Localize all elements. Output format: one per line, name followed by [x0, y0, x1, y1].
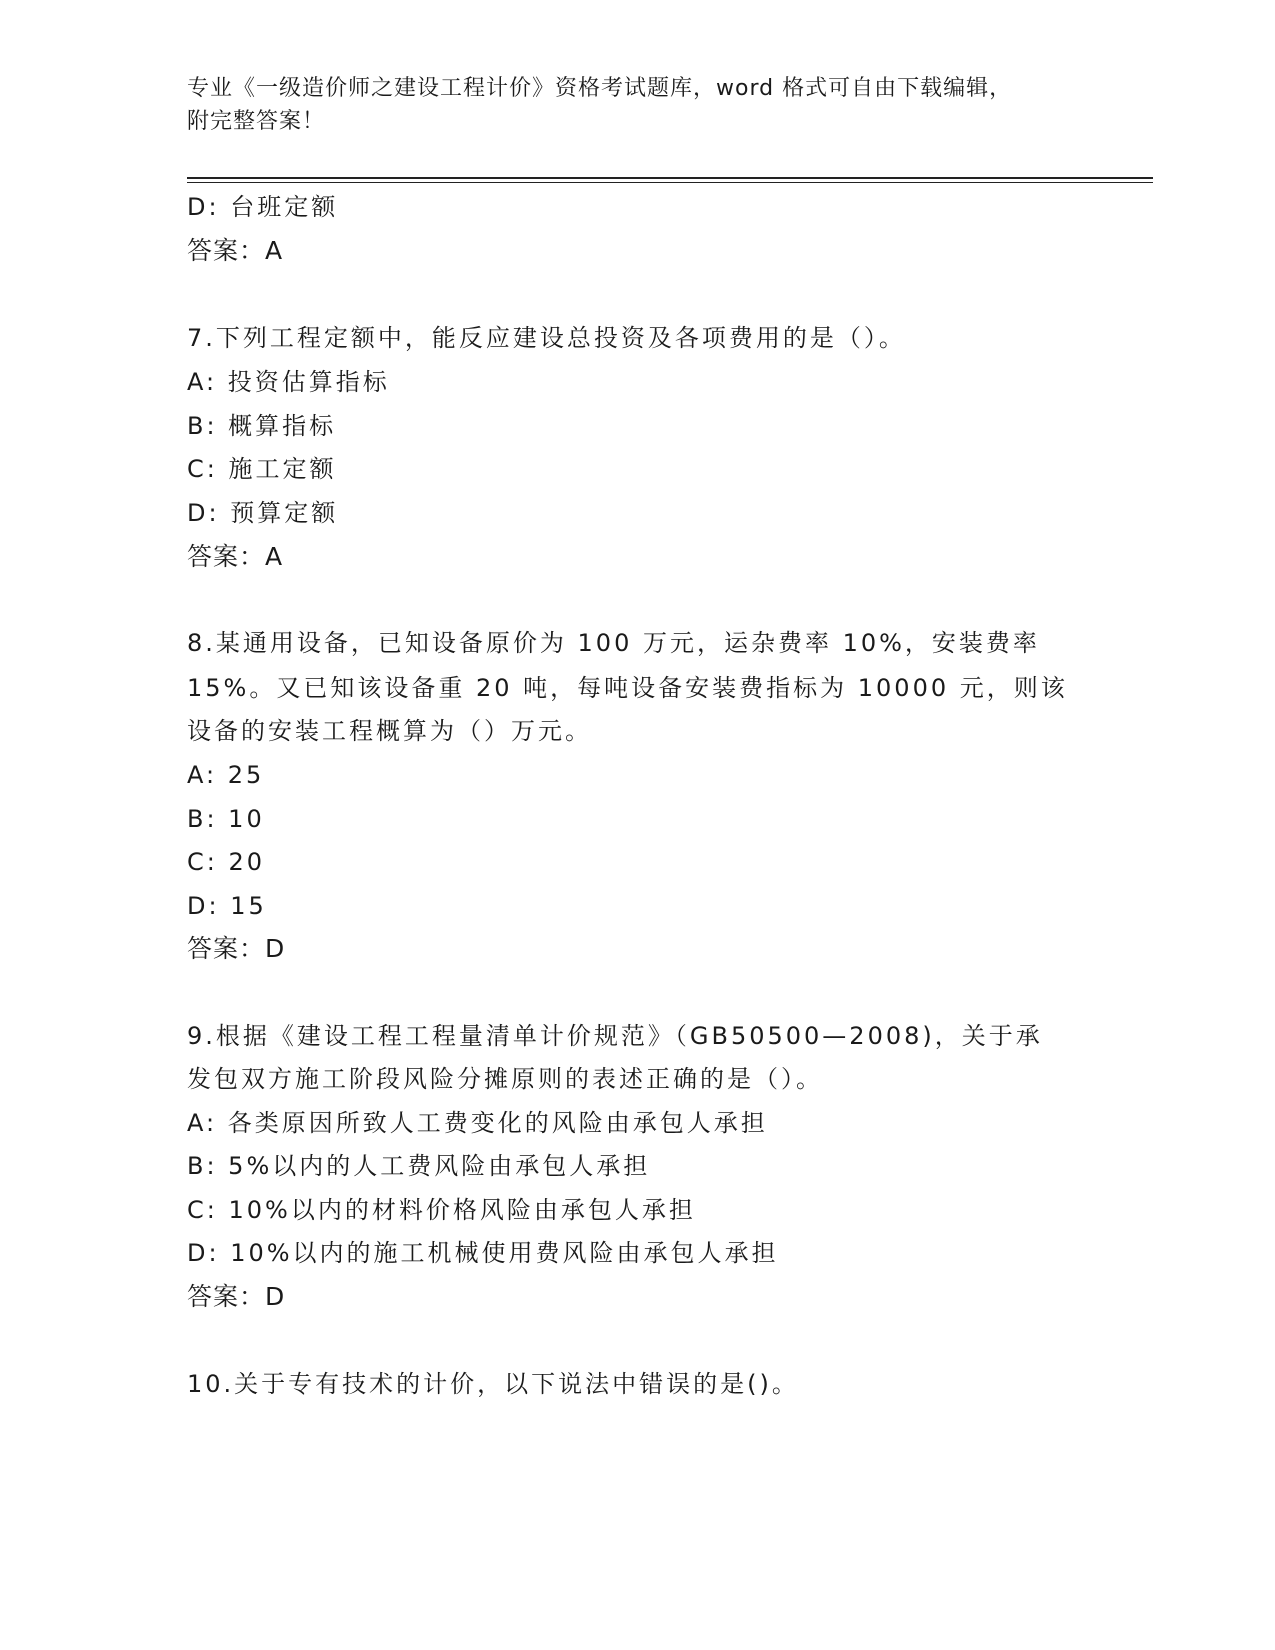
q7-answer: 答案：A: [187, 542, 284, 571]
q9-stem-line-1: 9.根据《建设工程工程量清单计价规范》（GB50500—2008)，关于承: [187, 1022, 1043, 1050]
q7-option-a: A: 投资估算指标: [187, 368, 390, 396]
q8-answer: 答案：D: [187, 934, 286, 963]
header-intro-line-1: 专业《一级造价师之建设工程计价》资格考试题库，word 格式可自由下载编辑，: [187, 76, 1013, 101]
q9-option-b: B: 5%以内的人工费风险由承包人承担: [187, 1152, 651, 1180]
q7-stem: 7.下列工程定额中，能反应建设总投资及各项费用的是（）。: [187, 324, 906, 352]
q9-option-c: C: 10%以内的材料价格风险由承包人承担: [187, 1196, 696, 1224]
q8-option-b: B: 10: [187, 805, 265, 833]
q9-stem-line-2: 发包双方施工阶段风险分摊原则的表述正确的是（）。: [187, 1065, 823, 1093]
q6-option-d: D: 台班定额: [187, 193, 339, 221]
q10-stem: 10.关于专有技术的计价，以下说法中错误的是()。: [187, 1370, 799, 1398]
q8-option-d: D: 15: [187, 892, 267, 920]
header-divider-thick: [187, 177, 1153, 179]
q7-option-d: D: 预算定额: [187, 499, 339, 527]
q9-option-a: A: 各类原因所致人工费变化的风险由承包人承担: [187, 1109, 768, 1137]
q8-stem-line-3: 设备的安装工程概算为（）万元。: [187, 717, 592, 745]
q9-option-d: D: 10%以内的施工机械使用费风险由承包人承担: [187, 1239, 779, 1267]
q9-answer: 答案：D: [187, 1282, 286, 1311]
header-intro-line-2: 附完整答案！: [187, 109, 326, 134]
q8-stem-line-1: 8.某通用设备，已知设备原价为 100 万元，运杂费率 10%，安装费率: [187, 629, 1040, 657]
q7-option-b: B: 概算指标: [187, 412, 337, 440]
q7-option-c: C: 施工定额: [187, 455, 337, 483]
header-divider-thin: [187, 182, 1153, 183]
q6-answer: 答案：A: [187, 236, 284, 265]
q8-option-a: A: 25: [187, 761, 265, 789]
document-header: [187, 72, 1067, 138]
q8-option-c: C: 20: [187, 848, 266, 876]
q8-stem-line-2: 15%。又已知该设备重 20 吨，每吨设备安装费指标为 10000 元，则该: [187, 674, 1068, 702]
